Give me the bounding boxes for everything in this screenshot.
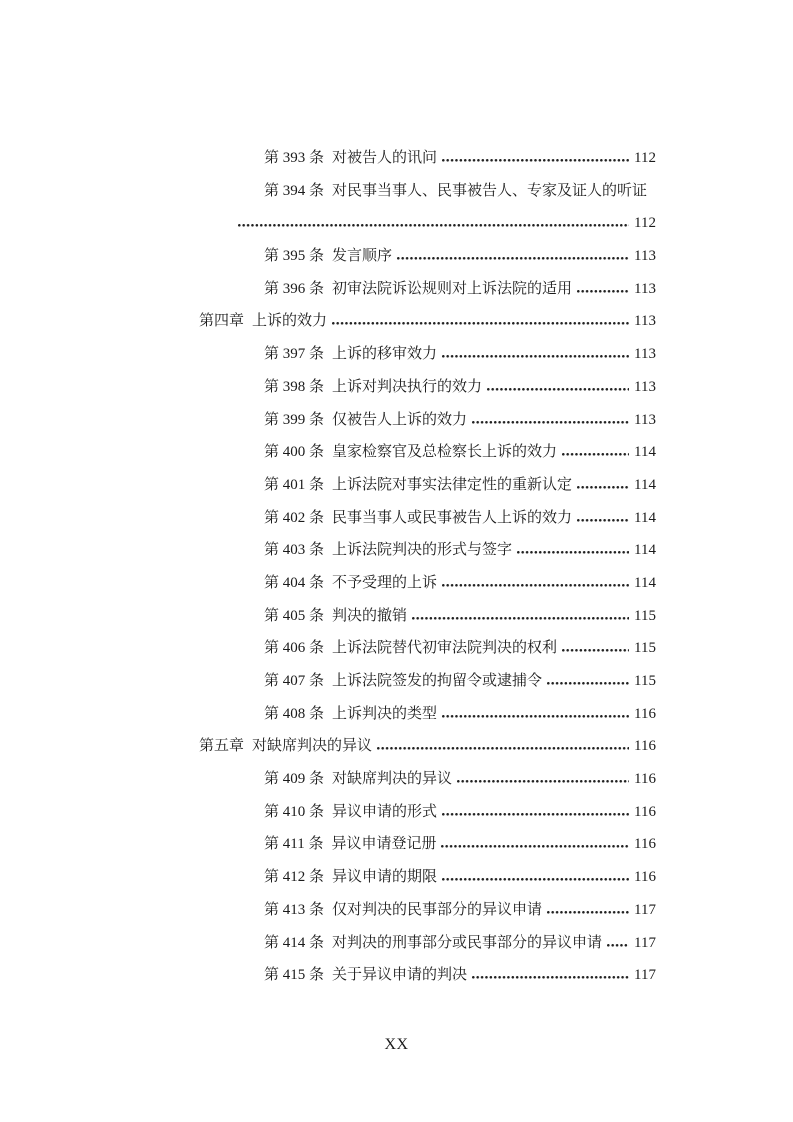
toc-entry-title: 对民事当事人、民事被告人、专家及证人的听证	[332, 182, 648, 199]
toc-entry-page: 116	[634, 869, 656, 886]
toc-entry-page: 114	[634, 476, 656, 493]
toc-entry-page: 112	[634, 215, 656, 232]
toc-entry-continuation	[0, 207, 793, 240]
toc-entry-label: 第 398 条	[264, 378, 325, 395]
toc-entry-article	[0, 763, 793, 796]
toc-entry-page: 114	[634, 509, 656, 526]
toc-entry-page: 113	[634, 346, 656, 363]
toc-entry-page: 116	[634, 803, 656, 820]
toc-entry-page: 113	[634, 248, 656, 265]
toc-entry-article	[0, 698, 793, 731]
toc-entry-page: 116	[634, 738, 656, 755]
toc-entry-label: 第 405 条	[264, 607, 325, 624]
toc-entry-label: 第 400 条	[264, 444, 325, 461]
toc-entry-title: 对被告人的讯问	[332, 150, 438, 166]
toc-entry-label: 第 403 条	[264, 542, 325, 559]
toc-entry-label: 第 411 条	[264, 836, 324, 853]
dot-leader	[332, 322, 629, 325]
toc-entry-title: 上诉法院替代初审法院判决的权利	[332, 640, 558, 657]
toc-entry-title: 上诉判决的类型	[332, 705, 438, 722]
toc-entry-title: 民事当事人或民事被告人上诉的效力	[332, 509, 573, 526]
dot-leader	[412, 617, 629, 620]
dot-leader	[577, 519, 629, 522]
dot-leader	[517, 551, 629, 554]
toc-entry-title: 仅对判决的民事部分的异议申请	[332, 901, 543, 918]
toc-entry-page: 114	[634, 542, 656, 559]
toc-entry-label: 第四章	[199, 313, 245, 330]
toc-entry-article	[0, 665, 793, 698]
toc-entry-article	[0, 927, 793, 960]
toc-entry-article	[0, 567, 793, 600]
dot-leader	[397, 257, 629, 260]
toc-entry-page: 117	[634, 901, 656, 918]
dot-leader	[472, 421, 629, 424]
toc-entry-article	[0, 338, 793, 371]
toc-entry-label: 第 396 条	[264, 280, 325, 297]
toc-entry-page: 115	[634, 640, 656, 657]
dot-leader	[472, 976, 629, 979]
toc-entry-label: 第 410 条	[264, 803, 325, 820]
toc-list	[0, 142, 793, 992]
dot-leader	[607, 944, 629, 947]
toc-entry-page: 117	[634, 967, 656, 984]
toc-entry-title: 初审法院诉讼规则对上诉法院的适用	[332, 280, 573, 297]
toc-entry-chapter	[0, 305, 793, 338]
toc-entry-title: 异议申请登记册	[331, 836, 437, 853]
toc-entry-label: 第 394 条	[264, 182, 325, 199]
dot-leader	[442, 813, 629, 816]
dot-leader	[442, 159, 629, 162]
toc-entry-article	[0, 894, 793, 927]
toc-entry-label: 第 413 条	[264, 901, 325, 918]
toc-entry-article	[0, 861, 793, 894]
toc-entry-title: 上诉法院对事实法律定性的重新认定	[332, 476, 573, 493]
toc-entry-article	[0, 436, 793, 469]
toc-entry-title: 关于异议申请的判决	[332, 967, 468, 984]
toc-entry-article	[0, 469, 793, 502]
toc-entry-label: 第 404 条	[264, 574, 325, 591]
dot-leader	[547, 682, 629, 685]
toc-entry-title: 对缺席判决的异议	[252, 738, 373, 755]
toc-entry-page: 113	[634, 313, 656, 330]
dot-leader	[441, 845, 629, 848]
toc-entry-article	[0, 240, 793, 273]
toc-entry-article	[0, 175, 793, 208]
toc-entry-page: 114	[634, 444, 656, 461]
toc-entry-page: 115	[634, 673, 656, 689]
toc-entry-article	[0, 796, 793, 829]
toc-entry-page: 112	[634, 150, 656, 166]
toc-entry-page: 113	[634, 378, 656, 395]
toc-entry-page: 113	[634, 411, 656, 428]
dot-leader	[442, 878, 629, 881]
toc-entry-title: 对判决的刑事部分或民事部分的异议申请	[332, 934, 603, 951]
toc-entry-chapter	[0, 730, 793, 763]
toc-entry-label: 第 414 条	[264, 934, 325, 951]
toc-entry-label: 第 407 条	[264, 673, 325, 689]
toc-entry-page: 116	[634, 705, 656, 722]
toc-entry-article	[0, 600, 793, 633]
dot-leader	[442, 355, 629, 358]
toc-entry-label: 第 406 条	[264, 640, 325, 657]
dot-leader	[238, 224, 629, 227]
toc-entry-page: 117	[634, 934, 656, 951]
dot-leader	[442, 584, 629, 587]
toc-entry-page: 113	[634, 280, 656, 297]
dot-leader	[377, 747, 629, 750]
dot-leader	[457, 780, 629, 783]
dot-leader	[562, 649, 629, 652]
toc-entry-article	[0, 534, 793, 567]
toc-entry-page: 115	[634, 607, 656, 624]
toc-entry-label: 第 412 条	[264, 869, 325, 886]
toc-entry-label: 第 415 条	[264, 967, 325, 984]
toc-entry-label: 第五章	[199, 738, 245, 755]
toc-entry-label: 第 397 条	[264, 346, 325, 363]
toc-entry-title: 异议申请的期限	[332, 869, 438, 886]
toc-entry-title: 对缺席判决的异议	[332, 771, 453, 788]
toc-entry-title: 上诉对判决执行的效力	[332, 378, 483, 395]
toc-entry-label: 第 409 条	[264, 771, 325, 788]
toc-entry-title: 不予受理的上诉	[332, 574, 438, 591]
toc-entry-article	[0, 502, 793, 535]
dot-leader	[547, 911, 629, 914]
toc-entry-page: 116	[634, 836, 656, 853]
toc-entry-article	[0, 142, 793, 175]
toc-entry-title: 上诉法院判决的形式与签字	[332, 542, 513, 559]
toc-entry-title: 仅被告人上诉的效力	[332, 411, 468, 428]
toc-entry-article	[0, 404, 793, 437]
toc-entry-label: 第 401 条	[264, 476, 325, 493]
toc-entry-title: 上诉的效力	[252, 313, 328, 330]
toc-entry-page: 114	[634, 574, 656, 591]
toc-entry-title: 上诉法院签发的拘留令或逮捕令	[332, 673, 543, 689]
toc-entry-title: 判决的撤销	[332, 607, 408, 624]
dot-leader	[562, 453, 629, 456]
dot-leader	[487, 388, 629, 391]
toc-entry-title: 皇家检察官及总检察长上诉的效力	[332, 444, 558, 461]
toc-entry-article	[0, 959, 793, 992]
toc-entry-label: 第 408 条	[264, 705, 325, 722]
toc-entry-title: 发言顺序	[332, 248, 393, 265]
toc-entry-article	[0, 828, 793, 861]
toc-entry-article	[0, 632, 793, 665]
dot-leader	[442, 715, 629, 718]
dot-leader	[577, 486, 629, 489]
dot-leader	[577, 290, 629, 293]
toc-entry-label: 第 393 条	[264, 150, 325, 166]
toc-entry-label: 第 395 条	[264, 248, 325, 265]
page-number-footer: XX	[384, 1036, 409, 1053]
toc-entry-article	[0, 371, 793, 404]
toc-entry-label: 第 399 条	[264, 411, 325, 428]
toc-entry-title: 上诉的移审效力	[332, 346, 438, 363]
toc-entry-title: 异议申请的形式	[332, 803, 438, 820]
toc-entry-label: 第 402 条	[264, 509, 325, 526]
toc-entry-page: 116	[634, 771, 656, 788]
toc-entry-article	[0, 273, 793, 306]
